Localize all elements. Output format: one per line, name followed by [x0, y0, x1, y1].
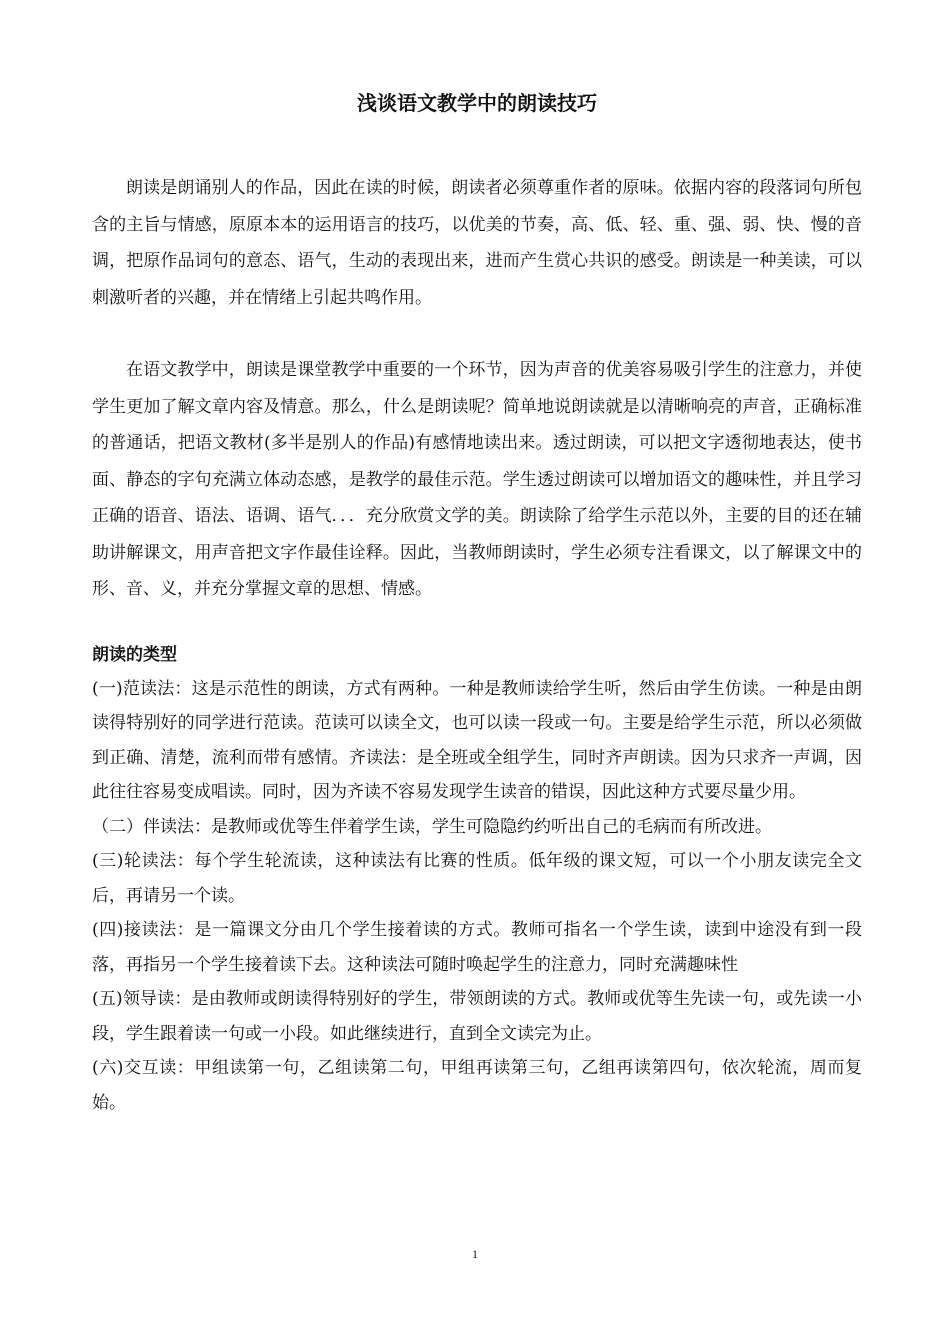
body-paragraph: 在语文教学中，朗读是课堂教学中重要的一个环节，因为声音的优美容易吸引学生的注意力，并使学生更加了解文章内容及情意。那么，什么是朗读呢？简单地说朗读就是以清晰响亮的声音，正确标准的普通话，把语文教材(多半是别人的作品)有感情地读出来。透过朗读，可以把文字透彻地表达，使书面、静态的字句充满立体动态感，是教学的最佳示范。学生透过朗读可以增加语文的趣味性，并且学习正确的语音、语法、语调、语气．．．充分欣赏文学的美。朗读除了给学生示范以外，主要的目的还在辅助讲解课文，用声音把文字作最佳诠释。因此，当教师朗读时，学生必须专注看课文，以了解课文中的形、音、义，并充分掌握文章的思想、情感。	[92, 360, 862, 599]
reading-type-item: (三)轮读法：每个学生轮流读，这种读法有比赛的性质。低年级的课文短，可以一个小朋友读完全文后，再请另一个读。	[92, 851, 862, 906]
reading-type-item: (一)范读法：这是示范性的朗读，方式有两种。一种是教师读给学生听，然后由学生仿读。一种是由朗读得特别好的同学进行范读。范读可以读全文，也可以读一段或一句。主要是给学生示范，所以必须做到正确、清楚，流利而带有感情。齐读法：是全班或全组学生，同时齐声朗读。因为只求齐一声调，因此往往容易变成唱读。同时，因为齐读不容易发现学生读音的错误，因此这种方式要尽量少用。	[92, 678, 862, 802]
section-heading: 朗读的类型	[92, 644, 177, 665]
reading-type-item: (四)接读法：是一篇课文分由几个学生接着读的方式。教师可指名一个学生读，读到中途没有到一段落，再指另一个学生接着读下去。这种读法可随时唤起学生的注意力，同时充满趣味性	[92, 920, 862, 975]
page-title: 浅谈语文教学中的朗读技巧	[357, 91, 597, 115]
section-spacer	[92, 608, 862, 638]
body-paragraph: 朗读是朗诵别人的作品，因此在读的时候，朗读者必须尊重作者的原味。依据内容的段落词句所包含的主旨与情感，原原本本的运用语言的技巧，以优美的节奏，高、低、轻、重、强、弱、快、慢的音调，把原作品词句的意态、语气，生动的表现出来，进而产生赏心共识的感受。朗读是一种美读，可以刺激听者的兴趣，并在情绪上引起共鸣作用。	[92, 178, 862, 308]
page-number: 1	[472, 1247, 478, 1261]
reading-type-item: （二）伴读法：是教师或优等生伴着学生读，学生可隐隐约约听出自己的毛病而有所改进。	[92, 816, 772, 837]
reading-type-item: (六)交互读：甲组读第一句，乙组读第二句，甲组再读第三句，乙组再读第四句，依次轮流，周而复始。	[92, 1058, 862, 1113]
paragraph-spacer	[92, 316, 862, 352]
reading-type-item: (五)领导读：是由教师或朗读得特别好的学生，带领朗读的方式。教师或优等生先读一句，或先读一小段，学生跟着读一句或一小段。如此继续进行，直到全文读完为止。	[92, 989, 862, 1044]
document-page	[92, 88, 862, 1120]
